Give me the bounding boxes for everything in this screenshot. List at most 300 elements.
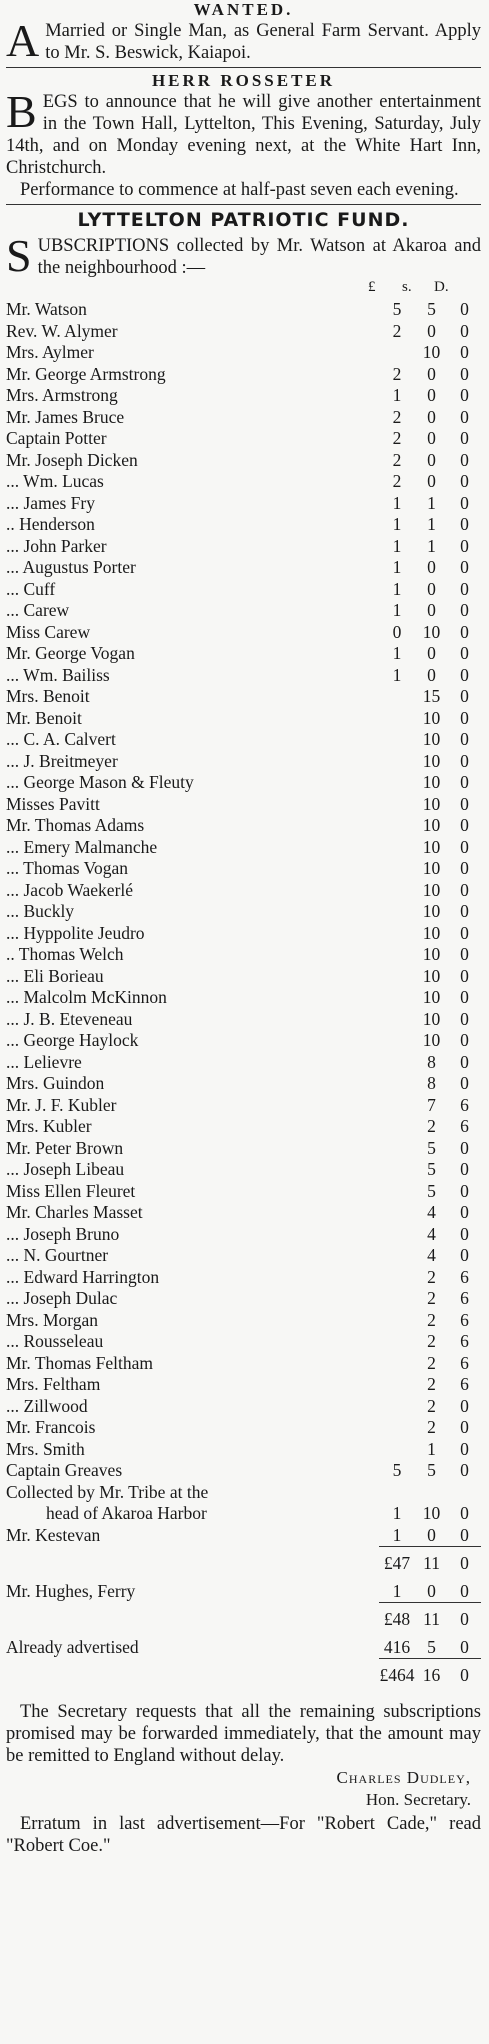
subscription-row	[6, 1245, 481, 1267]
subscription-row	[6, 1030, 481, 1052]
shillings: 1	[427, 492, 436, 513]
pounds	[379, 708, 415, 730]
subscription-row	[6, 643, 481, 665]
pounds	[379, 1052, 415, 1074]
pounds	[379, 1202, 415, 1224]
shillings: 5	[427, 1636, 436, 1657]
pounds-header: £	[368, 279, 376, 295]
pence: 0	[460, 320, 469, 341]
pounds: 2	[392, 320, 402, 341]
subscription-row	[6, 299, 481, 321]
subscriber-name: head of Akaroa Harbor	[46, 1503, 207, 1523]
pence: 0	[460, 1051, 469, 1072]
subscriber-name: Mr. James Bruce	[6, 406, 125, 427]
pence: 0	[460, 772, 469, 792]
subscriber-name: ... J. B. Eteveneau	[6, 1008, 133, 1029]
subscriber-name: .. Thomas Welch	[6, 944, 124, 964]
shillings: 5	[427, 1460, 436, 1480]
pence: 0	[460, 643, 469, 663]
fund-intro	[6, 230, 481, 281]
signature-role: Hon. Secretary.	[365, 1789, 471, 1809]
shillings: 2	[427, 1417, 436, 1437]
subscriber-name: Mr. Hughes, Ferry	[6, 1580, 136, 1601]
pounds: 1	[392, 1503, 402, 1523]
subscription-row	[6, 1009, 481, 1031]
shillings: 15	[422, 686, 441, 706]
total-row	[6, 1575, 481, 1603]
pounds	[379, 815, 415, 837]
shillings: 0	[427, 600, 436, 620]
subscriber-name: ... George Mason & Fleuty	[6, 772, 194, 792]
subscription-row	[6, 665, 481, 687]
erratum: Erratum in last advertisement—For "Robert Cade," read "Robert Coe."	[6, 1813, 481, 1856]
shillings: 0	[427, 1524, 436, 1545]
subscription-row	[6, 1052, 481, 1074]
subscriber-name: Miss Ellen Fleuret	[6, 1180, 136, 1201]
pence: 0	[460, 535, 469, 556]
subscription-row	[6, 880, 481, 902]
pounds: 1	[392, 578, 402, 599]
pence: 0	[460, 1636, 469, 1657]
shillings: 16	[415, 1659, 448, 1687]
pence: 0	[460, 1524, 469, 1545]
shillings: 1	[427, 514, 436, 534]
subscriber-name: Mr. Joseph Dicken	[6, 449, 138, 470]
pence: 0	[460, 449, 469, 470]
pence: 0	[460, 901, 469, 921]
rosseter-ad	[6, 86, 481, 179]
pence: 6	[460, 1352, 469, 1373]
pounds	[379, 837, 415, 859]
subscription-row	[6, 729, 481, 751]
shillings: 10	[422, 1030, 441, 1050]
pence: 6	[460, 1331, 469, 1351]
pounds	[379, 1116, 415, 1138]
pounds	[379, 1181, 415, 1203]
subscription-row	[6, 1460, 481, 1482]
pounds: 0	[392, 621, 402, 642]
subscriber-name: Already advertised	[6, 1636, 139, 1657]
pounds: 2	[392, 471, 402, 491]
pounds: 1	[392, 1524, 402, 1545]
subscription-row	[6, 815, 481, 837]
pence: 0	[460, 600, 469, 620]
pounds	[379, 1417, 415, 1439]
pence: 0	[460, 836, 469, 857]
pounds	[379, 1073, 415, 1095]
pounds	[379, 1267, 415, 1289]
subscriber-name	[6, 1659, 379, 1687]
signature: Charles Dudley,	[336, 1767, 471, 1787]
subscription-row	[6, 1396, 481, 1418]
shillings: 2	[427, 1309, 436, 1330]
pence: 0	[460, 858, 469, 878]
subscriber-name: Mrs. Morgan	[6, 1309, 99, 1330]
total-row	[6, 1631, 481, 1659]
pence: 0	[460, 578, 469, 599]
pounds	[379, 944, 415, 966]
pounds	[379, 729, 415, 751]
subscription-row	[6, 1073, 481, 1095]
shillings: 0	[427, 385, 436, 405]
pence: 0	[448, 1547, 481, 1575]
shillings: 1	[427, 1438, 436, 1459]
total-row	[6, 1603, 481, 1631]
wanted-text: Married or Single Man, as General Farm Servant. Apply to Mr. S. Beswick, Kaiapoi.	[45, 21, 481, 63]
subscriber-name: Mr. J. F. Kubler	[6, 1094, 117, 1115]
shillings: 10	[422, 836, 441, 857]
rosseter-text: EGS to announce that he will give another entertainment in the Town Hall, Lyttelton, This Evening, Saturday, July 14th, and on Monday evening next, at the White Hart Inn, Christchurch.	[6, 92, 481, 178]
fund-dropcap: S	[6, 230, 32, 281]
shillings: 2	[427, 1374, 436, 1394]
pence: 6	[460, 1266, 469, 1287]
pence: 0	[448, 1659, 481, 1687]
rosseter-title: HERR ROSSETER	[151, 71, 336, 90]
subscriber-name: Mr. Peter Brown	[6, 1137, 124, 1158]
subscription-row	[6, 794, 481, 816]
pence: 0	[460, 471, 469, 491]
shillings: 2	[427, 1266, 436, 1287]
shillings-header: s.	[402, 279, 412, 295]
pounds	[379, 1331, 415, 1353]
subscriber-name: Mrs. Kubler	[6, 1116, 92, 1136]
subscriber-name: Captain Potter	[6, 428, 107, 448]
pounds	[379, 1374, 415, 1396]
shillings: 7	[427, 1094, 436, 1115]
pence: 0	[460, 1030, 469, 1050]
subscription-row	[6, 1353, 481, 1375]
pounds: 2	[392, 363, 402, 384]
pounds	[379, 1353, 415, 1375]
subscription-row	[6, 622, 481, 644]
pounds	[379, 794, 415, 816]
pence: 0	[460, 1202, 469, 1222]
subscription-row	[6, 364, 481, 386]
divider	[6, 67, 481, 68]
shillings: 10	[422, 342, 441, 362]
subscription-row	[6, 944, 481, 966]
shillings: 0	[427, 363, 436, 384]
pounds: 2	[392, 428, 402, 448]
pence: 0	[460, 686, 469, 706]
pence	[448, 1482, 481, 1504]
shillings: 10	[422, 815, 441, 835]
shillings: 1	[427, 535, 436, 556]
subscription-row	[6, 1095, 481, 1117]
subscriber-name: ... Joseph Dulac	[6, 1288, 118, 1308]
subscriber-name: Miss Carew	[6, 621, 91, 642]
pence: 0	[460, 1137, 469, 1158]
subscriber-name: ... Emery Malmanche	[6, 836, 158, 857]
pounds: £47	[379, 1547, 415, 1575]
subscription-row	[6, 1503, 481, 1525]
subscriber-name: Mrs. Smith	[6, 1438, 85, 1459]
subscription-row	[6, 1181, 481, 1203]
subscriber-name: Mr. Francois	[6, 1417, 96, 1437]
pence: 0	[460, 965, 469, 986]
subscriber-name: ... James Fry	[6, 492, 95, 513]
pence: 6	[460, 1309, 469, 1330]
subscriber-name: ... Buckly	[6, 901, 75, 921]
subscriber-name: Misses Pavitt	[6, 793, 100, 814]
subscription-row	[6, 557, 481, 579]
shillings: 4	[427, 1223, 436, 1244]
wanted-dropcap: A	[6, 15, 40, 66]
pence: 0	[460, 492, 469, 513]
subscriber-name: ... N. Gourtner	[6, 1245, 109, 1265]
shillings: 10	[422, 944, 441, 964]
subscription-row	[6, 579, 481, 601]
shillings: 11	[415, 1603, 448, 1631]
subscriber-name: Mr. Watson	[6, 299, 87, 319]
shillings: 5	[427, 1159, 436, 1179]
subscription-row	[6, 1331, 481, 1353]
pounds	[379, 1396, 415, 1418]
subscriber-name: Mr. Charles Masset	[6, 1202, 143, 1222]
pence: 0	[460, 514, 469, 534]
pence: 0	[460, 1245, 469, 1265]
subscriber-name: Captain Greaves	[6, 1460, 123, 1480]
pounds	[379, 1245, 415, 1267]
subscription-row	[6, 1288, 481, 1310]
pence: 0	[460, 1008, 469, 1029]
subscription-row	[6, 1116, 481, 1138]
subscription-row	[6, 1138, 481, 1160]
subscriber-name: Mrs. Guindon	[6, 1073, 105, 1093]
wanted-title: WANTED.	[193, 0, 294, 19]
subscriber-name	[6, 1547, 379, 1575]
pence: 0	[460, 1460, 469, 1480]
divider	[6, 204, 481, 205]
subscriber-name: ... C. A. Calvert	[6, 729, 116, 749]
subscriber-name: ... John Parker	[6, 535, 107, 556]
subscriber-name: Rev. W. Alymer	[6, 320, 118, 341]
shillings: 4	[427, 1202, 436, 1222]
shillings: 0	[427, 557, 436, 577]
pounds	[379, 1159, 415, 1181]
pence: 6	[460, 1116, 469, 1136]
pounds	[379, 1138, 415, 1160]
pence: 0	[460, 385, 469, 405]
shillings: 5	[427, 1137, 436, 1158]
subscription-row	[6, 1310, 481, 1332]
subscriber-name: ... Carew	[6, 600, 70, 620]
total-row	[6, 1659, 481, 1687]
pounds: 2	[392, 406, 402, 427]
pounds: 5	[392, 299, 402, 319]
subscriber-name: Mr. Benoit	[6, 707, 82, 728]
pence-header: D.	[434, 279, 449, 295]
shillings: 10	[422, 707, 441, 728]
subscription-row	[6, 536, 481, 558]
pence: 0	[460, 1503, 469, 1523]
shillings: 5	[427, 299, 436, 319]
subscription-row	[6, 686, 481, 708]
pence: 0	[460, 299, 469, 319]
subscription-row	[6, 923, 481, 945]
pounds	[379, 686, 415, 708]
rosseter-text-2: Performance to commence at half-past seven each evening.	[20, 180, 459, 200]
subscription-row	[6, 772, 481, 794]
subscriber-name: ... Joseph Libeau	[6, 1159, 125, 1179]
subscriber-name: Collected by Mr. Tribe at the	[6, 1481, 209, 1502]
shillings: 8	[427, 1051, 436, 1072]
pounds: 1	[392, 600, 402, 620]
subscriber-name: ... Joseph Bruno	[6, 1223, 120, 1244]
subscriber-name: ... Thomas Vogan	[6, 858, 129, 878]
pounds	[379, 1095, 415, 1117]
pence: 0	[460, 944, 469, 964]
shillings: 10	[422, 621, 441, 642]
subscriber-name: ... Wm. Bailiss	[6, 664, 110, 685]
shillings: 8	[427, 1073, 436, 1093]
pounds: 2	[392, 449, 402, 470]
subscription-row	[6, 1525, 481, 1547]
pounds: 1	[392, 535, 402, 556]
subscription-row	[6, 1439, 481, 1461]
pence: 6	[460, 1288, 469, 1308]
subscription-row	[6, 1159, 481, 1181]
pounds	[379, 858, 415, 880]
pence: 0	[448, 1603, 481, 1631]
pounds: 416	[383, 1636, 411, 1657]
pence: 0	[460, 342, 469, 362]
pounds	[379, 901, 415, 923]
shillings: 2	[427, 1395, 436, 1416]
subscriber-name: Mr. Thomas Feltham	[6, 1352, 153, 1373]
pence: 0	[460, 557, 469, 577]
subscription-row	[6, 987, 481, 1009]
pounds: 1	[392, 385, 402, 405]
shillings: 10	[422, 879, 441, 900]
subscription-row	[6, 901, 481, 923]
subscription-row	[6, 321, 481, 343]
subscriber-name: ... Rousseleau	[6, 1331, 104, 1351]
subscription-row	[6, 385, 481, 407]
pounds	[379, 966, 415, 988]
pence: 0	[460, 428, 469, 448]
fund-title: LYTTELTON PATRIOTIC FUND.	[77, 209, 410, 231]
shillings: 0	[427, 643, 436, 663]
pounds: £48	[379, 1603, 415, 1631]
subscriber-name: Mrs. Aylmer	[6, 342, 94, 362]
pounds	[379, 772, 415, 794]
pence: 0	[460, 1073, 469, 1093]
subscription-row	[6, 450, 481, 472]
shillings: 10	[422, 901, 441, 921]
pounds	[379, 880, 415, 902]
subscription-row	[6, 1202, 481, 1224]
fund-intro-text: UBSCRIPTIONS collected by Mr. Watson at Akaroa and the neighbourhood :—	[37, 236, 481, 278]
pence: 0	[460, 1417, 469, 1437]
shillings: 5	[427, 1180, 436, 1201]
pounds	[379, 1439, 415, 1461]
pence: 0	[460, 879, 469, 900]
shillings: 0	[427, 320, 436, 341]
subscriber-name: Mr. George Armstrong	[6, 363, 166, 384]
rosseter-dropcap: B	[6, 86, 37, 137]
shillings: 0	[427, 449, 436, 470]
subscriber-name: Mr. Kestevan	[6, 1524, 101, 1545]
pence: 0	[460, 406, 469, 427]
pounds	[379, 342, 415, 364]
pence: 0	[460, 793, 469, 814]
pence: 6	[460, 1094, 469, 1115]
shillings: 4	[427, 1245, 436, 1265]
subscriptions-table	[6, 299, 481, 1687]
subscriber-name: Mr. Thomas Adams	[6, 815, 145, 835]
pence: 0	[460, 987, 469, 1007]
pence: 6	[460, 1374, 469, 1394]
pounds: £464	[379, 1659, 415, 1687]
pounds: 1	[392, 557, 402, 577]
pence: 0	[460, 363, 469, 384]
shillings: 10	[422, 965, 441, 986]
wanted-ad	[6, 15, 481, 66]
pence: 0	[460, 664, 469, 685]
shillings: 10	[422, 987, 441, 1007]
pounds	[379, 1009, 415, 1031]
shillings: 10	[422, 922, 441, 943]
shillings: 2	[427, 1288, 436, 1308]
subscriber-name: ... Augustus Porter	[6, 557, 136, 577]
shillings: 10	[422, 793, 441, 814]
pounds	[379, 1030, 415, 1052]
subscription-row	[6, 471, 481, 493]
pence: 0	[460, 1580, 469, 1601]
subscription-row	[6, 966, 481, 988]
secretary-notice: The Secretary requests that all the remaining subscriptions promised may be forwarded immediately, that the amount may be remitted to England without delay.	[6, 1701, 481, 1766]
subscriber-name: Mr. George Vogan	[6, 643, 135, 663]
pounds	[379, 1288, 415, 1310]
subscriber-name: ... Malcolm McKinnon	[6, 987, 167, 1007]
subscriber-name	[6, 1603, 379, 1631]
subscription-row	[6, 407, 481, 429]
subscription-row	[6, 342, 481, 364]
subscriber-name: ... Wm. Lucas	[6, 471, 104, 491]
shillings: 2	[427, 1352, 436, 1373]
pence: 0	[460, 1223, 469, 1244]
shillings: 11	[415, 1547, 448, 1575]
subscriber-name: Mrs. Benoit	[6, 686, 90, 706]
shillings: 2	[427, 1116, 436, 1136]
pence: 0	[460, 922, 469, 943]
subscription-row	[6, 708, 481, 730]
shillings: 10	[422, 858, 441, 878]
subscription-row	[6, 1267, 481, 1289]
pounds: 1	[392, 492, 402, 513]
subscription-row	[6, 751, 481, 773]
shillings: 10	[422, 772, 441, 792]
subscriber-name: ... J. Breitmeyer	[6, 750, 118, 771]
pence: 0	[460, 621, 469, 642]
subscriber-name: ... George Haylock	[6, 1030, 139, 1050]
subscriber-name: .. Henderson	[6, 514, 95, 534]
subscriber-name: ... Cuff	[6, 578, 56, 599]
shillings: 0	[427, 578, 436, 599]
shillings: 2	[427, 1331, 436, 1351]
shillings: 10	[422, 729, 441, 749]
pounds	[379, 987, 415, 1009]
shillings: 0	[427, 471, 436, 491]
subscriber-name: ... Lelievre	[6, 1051, 82, 1072]
subscriber-name: ... Edward Harrington	[6, 1266, 160, 1287]
pence: 0	[460, 815, 469, 835]
pounds	[379, 1224, 415, 1246]
pounds	[379, 1482, 415, 1504]
shillings: 0	[427, 428, 436, 448]
shillings: 0	[427, 1580, 436, 1601]
